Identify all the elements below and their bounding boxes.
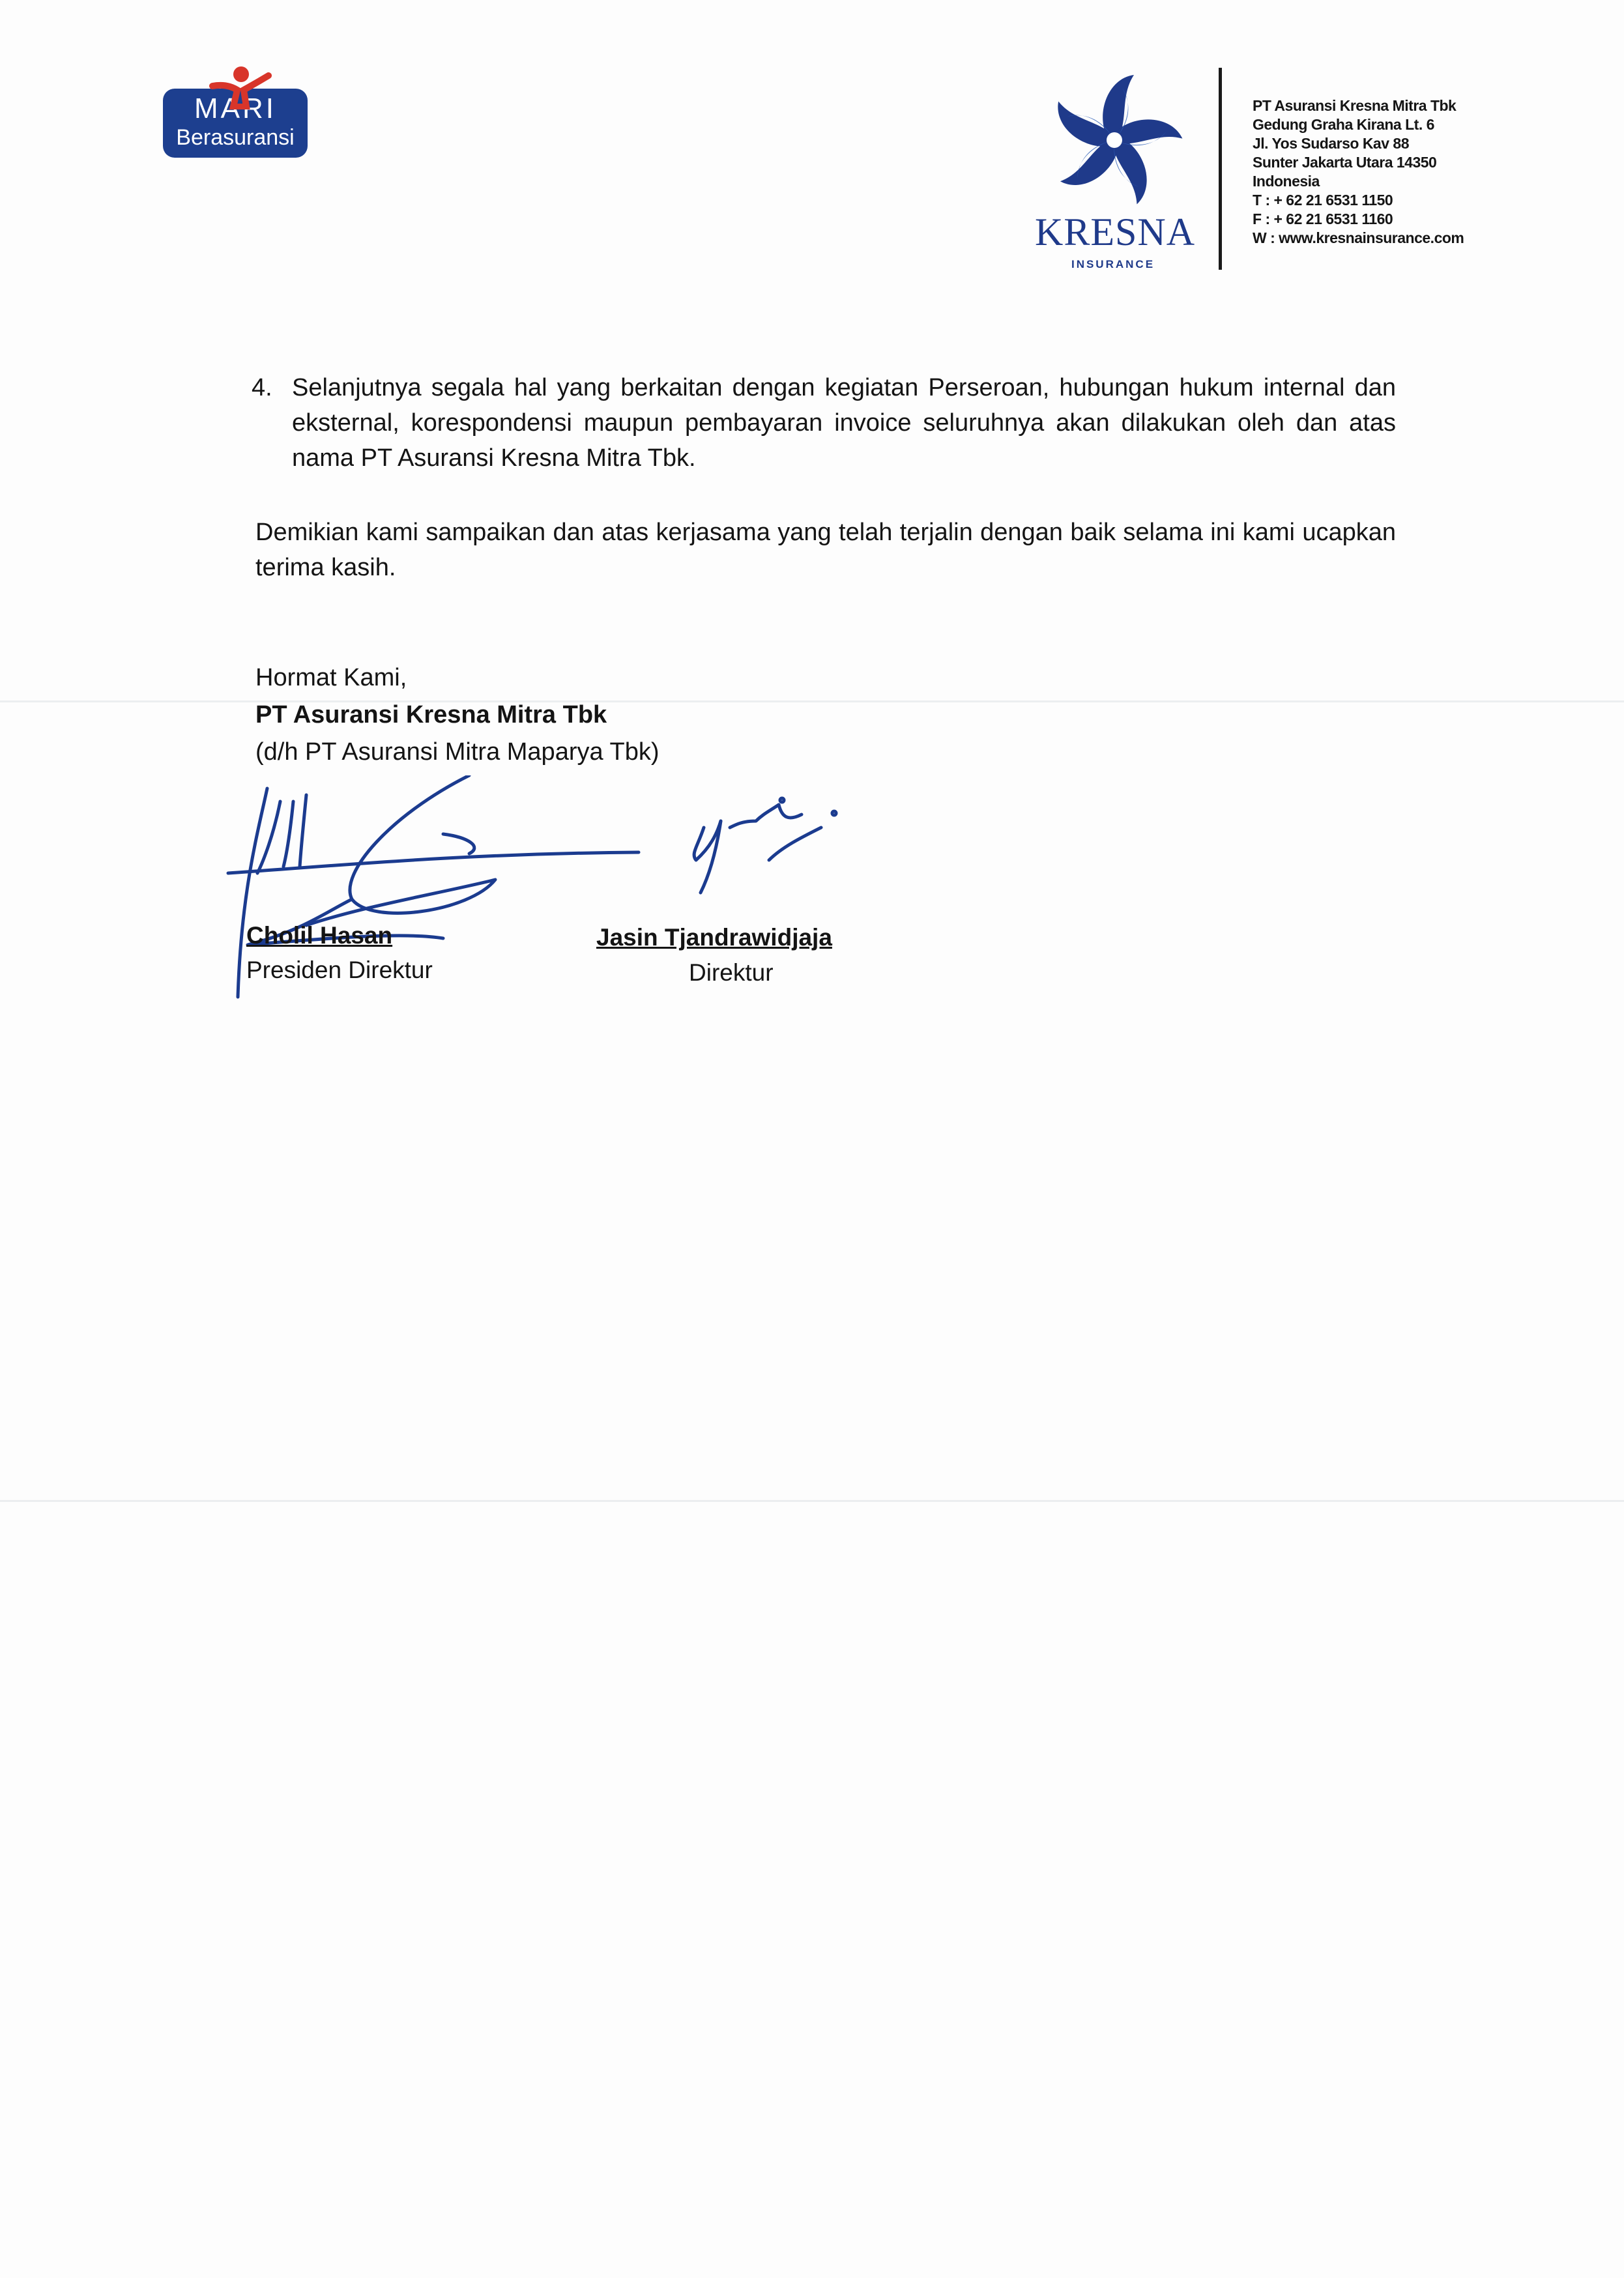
signatory-title: Presiden Direktur [246, 957, 433, 983]
item-text: Selanjutnya segala hal yang berkaitan dengan kegiatan Perseroan, hubungan hukum internal dan eksternal, korespondensi maupun pembayaran invoice seluruhnya akan dilakukan oleh dan atas nama PT Asuransi Kresna Mitra Tbk. [292, 374, 1396, 472]
address-line: PT Asuransi Kresna Mitra Tbk [1253, 97, 1457, 114]
company-address [1253, 96, 1552, 248]
kresna-logo-sub: INSURANCE [1071, 258, 1155, 270]
numbered-paragraph [252, 370, 1396, 476]
address-line: Jl. Yos Sudarso Kav 88 [1253, 135, 1409, 152]
signatory-title: Direktur [689, 959, 774, 986]
sign-off-block [255, 659, 660, 771]
fold-line [0, 1500, 1624, 1502]
address-line: Indonesia [1253, 173, 1320, 190]
signatory-name: Jasin Tjandrawidjaja [596, 924, 832, 951]
signatory-name: Cholil Hasan [246, 922, 393, 949]
kresna-logo-word: KRESNA [1035, 210, 1196, 253]
mari-logo-sub: Berasuransi [176, 125, 295, 150]
phone-line: T : + 62 21 6531 1150 [1253, 192, 1393, 209]
former-company-name: (d/h PT Asuransi Mitra Maparya Tbk) [255, 738, 660, 766]
closing-paragraph: Demikian kami sampaikan dan atas kerjasama yang telah terjalin dengan baik selama ini kami ucapkan terima kasih. [255, 519, 1396, 581]
mari-logo-word: MARI [194, 93, 276, 124]
address-line: Gedung Graha Kirana Lt. 6 [1253, 116, 1434, 133]
person-figure-icon [207, 64, 272, 109]
address-line: Sunter Jakarta Utara 14350 [1253, 154, 1437, 171]
header-divider [1219, 68, 1222, 270]
greeting: Hormat Kami, [255, 664, 407, 691]
website-line: W : www.kresnainsurance.com [1253, 229, 1464, 246]
fax-line: F : + 62 21 6531 1160 [1253, 210, 1393, 227]
item-number: 4. [252, 374, 272, 401]
company-name: PT Asuransi Kresna Mitra Tbk [255, 701, 607, 728]
fold-line [0, 700, 1624, 702]
kresna-flower-icon [1036, 65, 1193, 215]
signatures-graphic [196, 775, 912, 1023]
